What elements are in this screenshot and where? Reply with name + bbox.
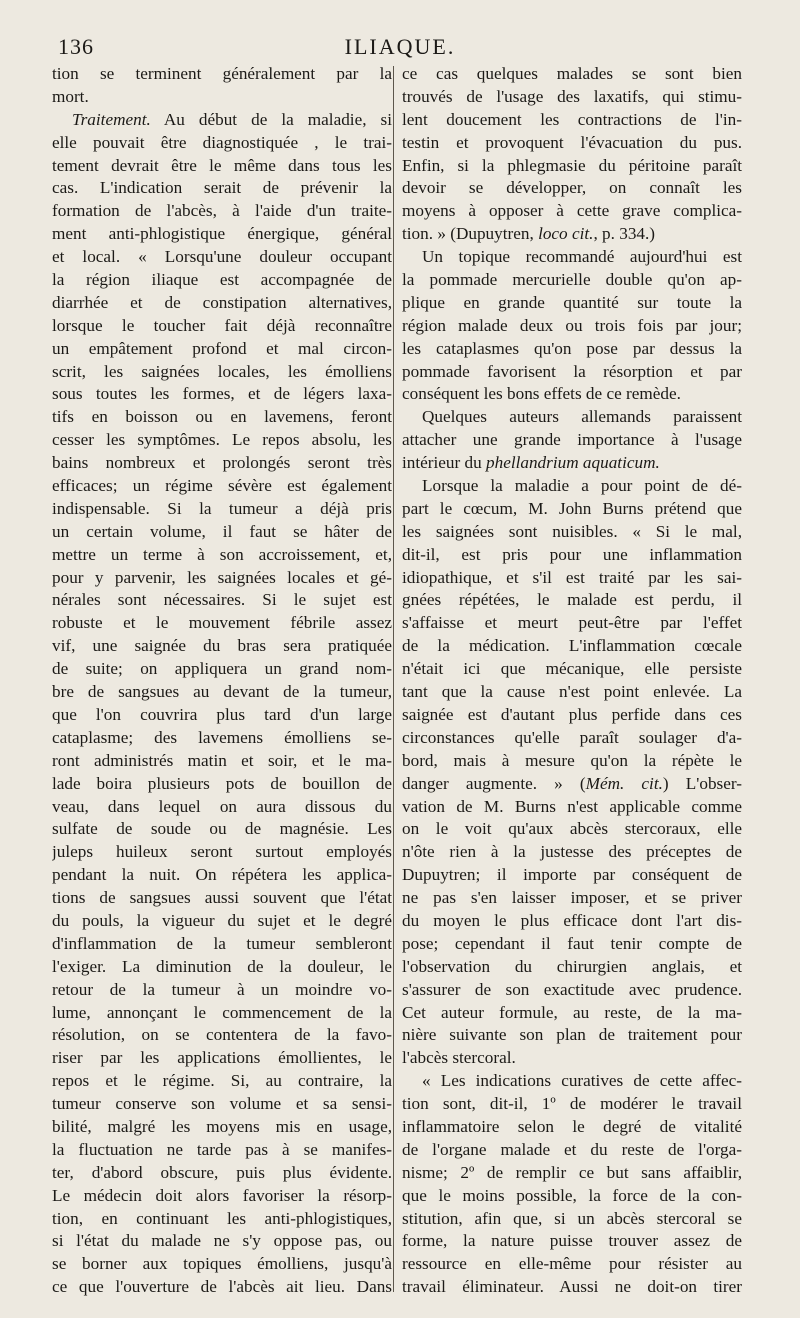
text-line <box>52 658 392 681</box>
line-text: vif, une saignée du bras sera pratiquée <box>52 636 392 656</box>
line-text: la région iliaque est accompagnée de <box>52 270 392 290</box>
text-line <box>402 200 742 223</box>
text-line <box>52 612 392 635</box>
text-line <box>52 246 392 269</box>
line-text: tion sont, dit-il, 1º de modérer le travail <box>402 1094 742 1114</box>
text-line <box>52 452 392 475</box>
line-text: part le cœcum, M. John Burns prétend que <box>402 498 742 518</box>
line-text: pommade favorisent la résorption et par <box>402 361 742 381</box>
line-text: formation de l'abcès, à l'aide d'un traite- <box>52 201 392 221</box>
text-line <box>52 1230 392 1253</box>
line-text: bre de sangsues au devant de la tumeur, <box>52 682 392 702</box>
line-text: tement devrait être le même dans tous les <box>52 155 392 175</box>
line-text: pendant la nuit. On répétera les applica- <box>52 865 392 885</box>
text-line <box>402 452 742 475</box>
text-line <box>402 567 742 590</box>
line-text: la pommade mercurielle double qu'on ap- <box>402 270 742 290</box>
text-line <box>52 132 392 155</box>
line-text: que le moins possible, la force de la con- <box>402 1185 742 1205</box>
line-text: ce cas quelques malades se sont bien <box>402 64 742 83</box>
text-line <box>402 246 742 269</box>
line-text: tumeur conserve son volume et sa sensi- <box>52 1094 392 1114</box>
text-line <box>402 956 742 979</box>
line-text: ment anti-phlogistique énergique, général <box>52 224 392 244</box>
text-line <box>52 567 392 590</box>
line-text: ce que l'ouverture de l'abcès ait lieu. Dans <box>52 1277 392 1297</box>
text-line <box>52 1024 392 1047</box>
line-text: gnées répétées, le malade est perdu, il <box>402 590 742 610</box>
line-text: nisme; 2º de remplir ce but sans affaiblir, <box>402 1162 742 1182</box>
line-text: Le médecin doit alors favoriser la résorp- <box>52 1185 392 1205</box>
text-line <box>52 1070 392 1093</box>
column-divider <box>393 66 394 1292</box>
text-line <box>402 818 742 841</box>
line-text: stitution, afin que, si un abcès stercoral se <box>402 1208 742 1228</box>
line-text: n'était ici que mécanique, elle persiste <box>402 659 742 679</box>
text-line <box>52 1093 392 1116</box>
line-text: testin et provoquent l'évacuation du pus. <box>402 132 742 152</box>
line-text: que l'on couvrira plus tard d'un large <box>52 704 392 724</box>
italic-citation: loco cit. <box>538 224 594 244</box>
text-line <box>52 910 392 933</box>
text-line <box>52 1276 392 1299</box>
text-line <box>52 956 392 979</box>
text-line <box>402 1047 742 1070</box>
line-text: saignée est d'autant plus perfide dans ces <box>402 704 742 724</box>
line-text: veau, dans lequel on aura dissous du <box>52 796 392 816</box>
text-line <box>402 612 742 635</box>
line-text: du moyen le plus efficace dont l'art dis- <box>402 910 742 930</box>
text-line <box>402 704 742 727</box>
text-line <box>52 1253 392 1276</box>
text-line <box>402 132 742 155</box>
text-line <box>52 979 392 1002</box>
line-text: repos et le régime. Si, au contraire, la <box>52 1071 392 1091</box>
line-text: scrit, les saignées locales, les émolliens <box>52 361 392 381</box>
text-line <box>52 109 392 132</box>
line-text: pose; cependant il faut tenir compte de <box>402 933 742 953</box>
line-text: inflammatoire selon le degré de vitalité <box>402 1116 742 1136</box>
text-line <box>52 63 392 86</box>
text-line <box>402 269 742 292</box>
text-line <box>402 383 742 406</box>
line-text: elle pouvait être diagnostiquée , le trai- <box>52 132 392 152</box>
line-text: ne pas s'en laisser imposer, et se priver <box>402 888 742 908</box>
line-text-tail: , p. 334.) <box>593 224 656 244</box>
line-text: Lorsque la maladie a pour point de dé- <box>422 476 742 496</box>
line-text: lent doucement les contractions de l'in- <box>402 109 742 129</box>
line-text: sulfate de soude ou de magnésie. Les <box>52 819 392 839</box>
text-line <box>402 521 742 544</box>
text-line <box>52 155 392 178</box>
text-line <box>52 1139 392 1162</box>
line-text: plique en grande quantité sur toute la <box>402 292 742 312</box>
line-text: tion se terminent généralement par la <box>52 64 392 83</box>
text-line <box>402 1116 742 1139</box>
text-line <box>402 155 742 178</box>
line-text: cesser les symptômes. Le repos absolu, les <box>52 430 392 450</box>
text-line <box>52 429 392 452</box>
text-line <box>402 773 742 796</box>
text-line <box>402 750 742 773</box>
line-text: Un topique recommandé aujourd'hui est <box>422 247 742 267</box>
line-text: tion. » (Dupuytren, <box>402 224 539 244</box>
line-text: ressource en elle-même pour résister au <box>402 1254 742 1274</box>
line-text: d'inflammation de la tumeur sembleront <box>52 933 392 953</box>
line-text: de suite; on appliquera un grand nom- <box>52 659 392 679</box>
line-text: lume, annonçant le commencement de la <box>52 1002 392 1022</box>
text-line <box>402 681 742 704</box>
text-line <box>402 658 742 681</box>
text-line <box>52 750 392 773</box>
text-line <box>402 406 742 429</box>
line-text: vation de M. Burns n'est applicable comme <box>402 796 742 816</box>
text-line <box>402 361 742 384</box>
line-text: l'exiger. La diminution de la douleur, le <box>52 956 392 976</box>
line-text: et local. « Lorsqu'une douleur occupant <box>52 247 392 267</box>
text-line <box>52 773 392 796</box>
line-text: Enfin, si la phlegmasie du péritoine paraît <box>402 155 742 175</box>
line-text: les cataplasmes qu'on pose par dessus la <box>402 338 742 358</box>
line-text: ter, d'abord obscure, puis plus évidente. <box>52 1162 392 1182</box>
text-line <box>402 1139 742 1162</box>
line-text: n'ôte rien à la justesse des préceptes de <box>402 842 742 862</box>
line-text: diarrhée et de constipation alternatives, <box>52 292 392 312</box>
line-text: un empâtement profond et mal circon- <box>52 338 392 358</box>
text-line <box>52 361 392 384</box>
text-line <box>52 406 392 429</box>
italic-citation: phellandrium aquaticum. <box>486 453 660 473</box>
text-line <box>52 1185 392 1208</box>
line-text: bains nombreux et prolongés seront très <box>52 453 392 473</box>
line-text: idiopathique, et s'il est traité par les sai- <box>402 567 742 587</box>
text-line <box>402 1024 742 1047</box>
text-line <box>52 818 392 841</box>
text-line <box>52 864 392 887</box>
text-line <box>52 933 392 956</box>
line-text: lade boira plusieurs pots de bouillon de <box>52 773 392 793</box>
text-line <box>402 1162 742 1185</box>
text-line <box>52 86 392 109</box>
right-text-column <box>402 63 742 1299</box>
line-text: forme, la nature puisse trouver assez de <box>402 1231 742 1251</box>
line-text: la fluctuation ne tarde pas à se manifes- <box>52 1139 392 1159</box>
line-text: retour de la tumeur à un moindre vo- <box>52 979 392 999</box>
text-line <box>402 864 742 887</box>
text-line <box>52 1162 392 1185</box>
line-text: Au début de la maladie, si <box>150 109 392 129</box>
text-line <box>52 1208 392 1231</box>
line-text: du pouls, la vigueur du sujet et le degré <box>52 910 392 930</box>
line-text: cas. L'indication serait de prévenir la <box>52 178 392 198</box>
text-line <box>402 635 742 658</box>
running-header <box>50 34 750 60</box>
line-text: un certain volume, il faut se hâter de <box>52 521 392 541</box>
text-line <box>402 1253 742 1276</box>
line-text: circonstances qu'elle paraît soulager d'a- <box>402 727 742 747</box>
text-line <box>52 1002 392 1025</box>
text-line <box>402 1070 742 1093</box>
line-text: moyens à opposer à cette grave complica- <box>402 201 742 221</box>
text-line <box>52 383 392 406</box>
text-line <box>52 1047 392 1070</box>
text-line <box>52 589 392 612</box>
line-text: on le voit qu'aux abcès stercoraux, elle <box>402 819 742 839</box>
text-line <box>52 200 392 223</box>
text-line <box>402 223 742 246</box>
text-line <box>402 1208 742 1231</box>
line-text: tifs en boisson ou en lavemens, feront <box>52 407 392 427</box>
line-text: sous toutes les formes, et de légers laxa- <box>52 384 392 404</box>
line-text: l'abcès stercoral. <box>402 1048 516 1068</box>
line-text: devoir se développer, on connaît les <box>402 178 742 198</box>
text-line <box>402 979 742 1002</box>
text-line <box>52 887 392 910</box>
text-line <box>52 292 392 315</box>
line-text: dit-il, est pris pour une inflammation <box>402 544 742 564</box>
text-line <box>402 727 742 750</box>
line-text: bord, mais à mesure qu'on la répète le <box>402 750 742 770</box>
line-text: s'affaisse et meurt peut-être par l'effet <box>402 613 742 633</box>
line-text: cataplasme; des lavemens émolliens se- <box>52 727 392 747</box>
line-text: région malade deux ou trois fois par jour; <box>402 315 742 335</box>
text-line <box>52 544 392 567</box>
text-line <box>52 498 392 521</box>
line-text: « Les indications curatives de cette affec- <box>422 1071 742 1091</box>
line-text: mort. <box>52 86 89 106</box>
line-text: Cet auteur formule, au reste, de la ma- <box>402 1002 742 1022</box>
line-text: tant que la cause n'est point enlevée. La <box>402 682 742 702</box>
line-text: si l'état du malade ne s'y oppose pas, ou <box>52 1231 392 1251</box>
text-line <box>402 86 742 109</box>
text-line <box>52 475 392 498</box>
text-line <box>402 109 742 132</box>
text-line <box>402 1276 742 1299</box>
line-text: s'assurer de son exactitude avec prudence. <box>402 979 742 999</box>
line-text: robuste et le mouvement fébrile assez <box>52 613 392 633</box>
text-line <box>52 681 392 704</box>
text-line <box>402 887 742 910</box>
line-text: pour y parvenir, les saignées locales et gé- <box>52 567 392 587</box>
line-text: ront administrés matin et soir, et le ma- <box>52 750 392 770</box>
line-text: bilité, malgré les moyens mis en usage, <box>52 1116 392 1136</box>
text-line <box>52 338 392 361</box>
text-line <box>52 269 392 292</box>
line-text: tions de sangsues aussi souvent que l'état <box>52 888 392 908</box>
text-line <box>402 1002 742 1025</box>
line-text: tion, en continuant les anti-phlogistiques, <box>52 1208 392 1228</box>
text-line <box>402 589 742 612</box>
text-line <box>402 292 742 315</box>
text-line <box>402 475 742 498</box>
line-text: attacher une grande importance à l'usage <box>402 430 742 450</box>
line-text: trouvés de l'usage des laxatifs, qui stimu- <box>402 86 742 106</box>
page-number: 136 <box>58 34 94 59</box>
line-text: nérales sont nécessaires. Si le sujet est <box>52 590 392 610</box>
text-line <box>402 315 742 338</box>
text-line <box>402 177 742 200</box>
line-text: juleps huileux seront surtout employés <box>52 842 392 862</box>
line-text: conséquent les bons effets de ce remède. <box>402 384 681 404</box>
text-line <box>402 1185 742 1208</box>
italic-citation: Mém. cit. <box>585 773 663 793</box>
line-text: nière suivante son plan de traitement pour <box>402 1025 742 1045</box>
line-text: mettre un terme à son accroissement, et, <box>52 544 392 564</box>
italic-heading: Traitement. <box>72 109 151 129</box>
text-line <box>402 841 742 864</box>
line-text: Dupuytren; il importe par conséquent de <box>402 865 742 885</box>
text-line <box>402 933 742 956</box>
line-text: intérieur du <box>402 453 486 473</box>
text-line <box>52 1116 392 1139</box>
text-line <box>402 544 742 567</box>
line-text: indispensable. Si la tumeur a déjà pris <box>52 498 392 518</box>
text-line <box>402 1230 742 1253</box>
left-text-column <box>52 63 392 1299</box>
text-line <box>52 315 392 338</box>
text-line <box>402 429 742 452</box>
line-text: lorsque le toucher fait déjà reconnaître <box>52 315 392 335</box>
text-line <box>52 635 392 658</box>
text-line <box>52 796 392 819</box>
text-line <box>52 177 392 200</box>
text-line <box>52 223 392 246</box>
line-text: résolution, on se contentera de la favo- <box>52 1025 392 1045</box>
line-text: l'observation du chirurgien anglais, et <box>402 956 742 976</box>
text-line <box>52 841 392 864</box>
line-text: Quelques auteurs allemands paraissent <box>422 407 742 427</box>
text-line <box>402 910 742 933</box>
text-line <box>52 521 392 544</box>
text-line <box>52 727 392 750</box>
text-line <box>402 338 742 361</box>
line-text-tail: ) L'obser- <box>662 773 742 793</box>
line-text: se borner aux topiques émolliens, jusqu'à <box>52 1254 392 1274</box>
line-text: travail éliminateur. Aussi ne doit-on tirer <box>402 1277 742 1297</box>
line-text: les saignées sont nuisibles. « Si le mal, <box>402 521 742 541</box>
text-line <box>402 498 742 521</box>
line-text: efficaces; un régime sévère est également <box>52 476 392 496</box>
text-line <box>402 63 742 86</box>
line-text: danger augmente. » ( <box>402 773 586 793</box>
text-line <box>52 704 392 727</box>
running-title: ILIAQUE. <box>344 34 456 59</box>
line-text: de l'organe malade et du reste de l'orga- <box>402 1139 742 1159</box>
text-line <box>402 1093 742 1116</box>
text-line <box>402 796 742 819</box>
line-text: de la médication. L'inflammation cœcale <box>402 636 742 656</box>
line-text: riser par les applications émollientes, le <box>52 1048 392 1068</box>
